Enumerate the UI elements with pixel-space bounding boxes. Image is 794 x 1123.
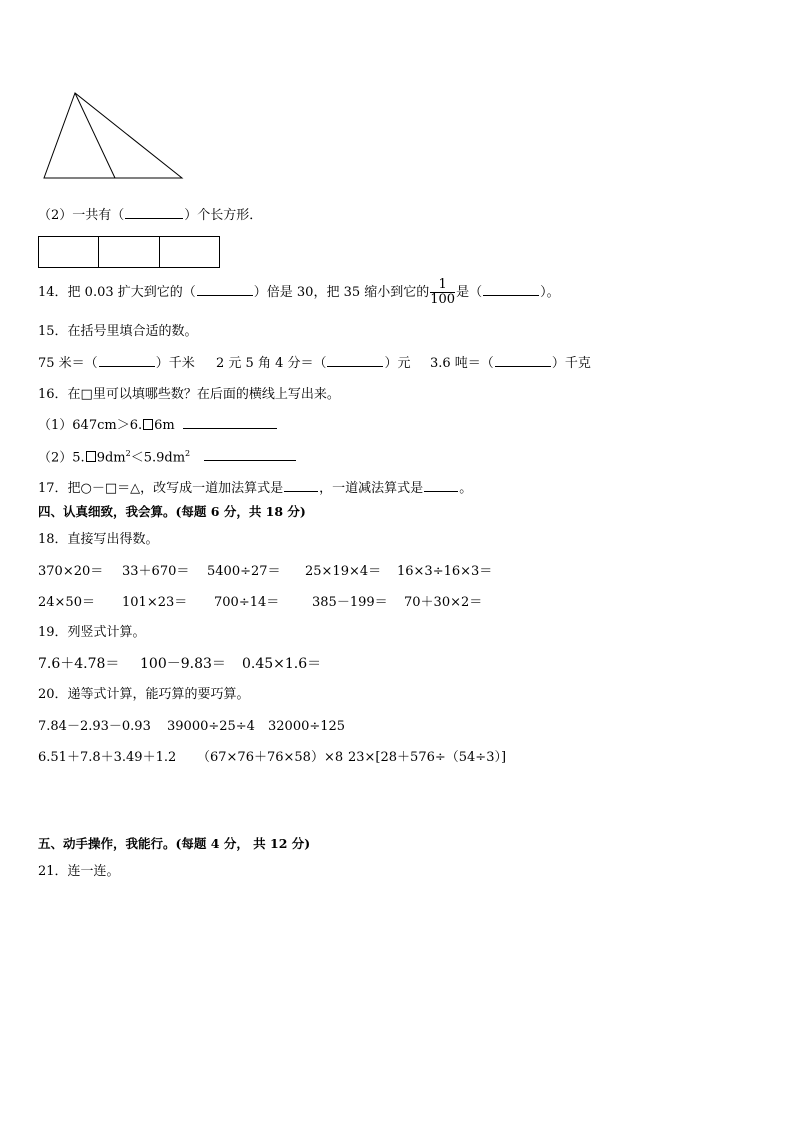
answer-blank[interactable]: [284, 490, 318, 492]
q19-title: 19．列竖式计算。: [38, 625, 146, 640]
q15-item-1-a: 75 米＝（: [38, 356, 98, 371]
q20-expr-r2-2: （67×76＋76×58）×8: [197, 750, 344, 765]
q16-title: 16．在□里可以填哪些数？在后面的横线上写出来。: [38, 387, 340, 402]
empty-box: [143, 419, 153, 430]
q18-expr-r2-2: 101×23＝: [122, 595, 188, 610]
q15-item-3-a: 3.6 吨＝（: [430, 356, 494, 371]
q15-item-2-b: ）元: [384, 356, 411, 371]
answer-blank[interactable]: [197, 294, 253, 296]
q18-expr-r1-1: 370×20＝: [38, 564, 104, 579]
q16-part2-c: ＜5.9dm: [130, 450, 186, 466]
q14: [38, 276, 560, 310]
answer-blank[interactable]: [483, 294, 539, 296]
q18-expr-r2-4: 385－199＝: [312, 595, 388, 610]
answer-blank[interactable]: [495, 365, 551, 367]
q18-expr-r2-5: 70＋30×2＝: [404, 595, 483, 610]
q17: [38, 482, 472, 495]
q18-expr-r1-4: 25×19×4＝: [305, 564, 382, 579]
q17-text-b: ，一道减法算式是: [319, 481, 424, 496]
q15-item-1-b: ）千米: [155, 356, 195, 371]
q13-part2: [38, 209, 262, 222]
q20-title: 20．递等式计算，能巧算的要巧算。: [38, 687, 250, 702]
q15-item-2-a: 2 元 5 角 4 分＝（: [216, 356, 327, 371]
q16-part1-a: （1）647cm＞6.: [38, 418, 143, 433]
answer-line[interactable]: [204, 459, 296, 461]
q18-expr-r1-3: 5400÷27＝: [207, 564, 281, 579]
q16-part1: [38, 419, 278, 432]
q14-text-b: ）倍是 30，把 35 缩小到它的: [253, 285, 430, 300]
q14-text-d: ）。: [540, 285, 560, 300]
answer-blank[interactable]: [125, 217, 183, 219]
q19-expr-2: 100－9.83＝: [140, 656, 226, 672]
q15-item-1: [38, 357, 195, 370]
q16-part1-b: 6m: [154, 418, 175, 433]
q14-text-a: 14．把 0.03 扩大到它的（: [38, 285, 196, 300]
answer-blank[interactable]: [327, 365, 383, 367]
q20-expr-r1-2: 39000÷25÷4: [167, 719, 255, 734]
q18-expr-r1-5: 16×3÷16×3＝: [397, 564, 493, 579]
fraction-denominator: 100: [430, 292, 456, 307]
fraction-numerator: 1: [430, 278, 455, 293]
q16-part2-sup2: 2: [185, 449, 191, 458]
answer-blank[interactable]: [424, 490, 458, 492]
answer-line[interactable]: [183, 427, 277, 429]
q19-expr-3: 0.45×1.6＝: [242, 656, 322, 672]
q15-title: 15．在括号里填合适的数。: [38, 324, 198, 339]
q15-item-3: [430, 357, 591, 370]
q20-expr-r1-3: 32000÷125: [268, 719, 346, 734]
q15-item-3-b: ）千克: [551, 356, 591, 371]
q16-part2-sup: 2: [125, 449, 131, 458]
section-5-title: 五、动手操作，我能行。(每题 4 分， 共 12 分): [38, 836, 311, 851]
q15-item-2: [216, 357, 411, 370]
q18-title: 18．直接写出得数。: [38, 532, 159, 547]
q20-expr-r2-3: 23×[28＋576÷（54÷3）]: [348, 750, 507, 765]
empty-box: [86, 451, 96, 462]
q18-expr-r2-1: 24×50＝: [38, 595, 95, 610]
section-4-title: 四、认真细致，我会算。(每题 6 分，共 18 分): [38, 504, 306, 519]
q14-text-c: 是（: [456, 285, 483, 300]
q19-expr-1: 7.6＋4.78＝: [38, 656, 120, 672]
q21-title: 21．连一连。: [38, 864, 120, 879]
q18-expr-r1-2: 33＋670＝: [122, 564, 190, 579]
q13-part2-tail: ）个长方形．: [184, 208, 263, 223]
q16-part2-a: （2）5.: [38, 450, 85, 466]
q17-text-c: 。: [459, 481, 473, 496]
q16-part2-b: 9dm: [96, 450, 126, 466]
q20-expr-r2-1: 6.51＋7.8＋3.49＋1.2: [38, 750, 177, 765]
triangle-figure: [40, 90, 190, 182]
rectangle-figure: [38, 236, 222, 270]
q20-expr-r1-1: 7.84－2.93－0.93: [38, 719, 151, 734]
q18-expr-r2-3: 700÷14＝: [214, 595, 280, 610]
q13-part2-label: （2）一共有（: [38, 208, 125, 223]
answer-blank[interactable]: [99, 365, 155, 367]
q17-text-a: 17．把○－□＝△，改写成一道加法算式是: [38, 481, 284, 496]
fraction: [430, 278, 455, 308]
q16-part2: [38, 450, 297, 464]
